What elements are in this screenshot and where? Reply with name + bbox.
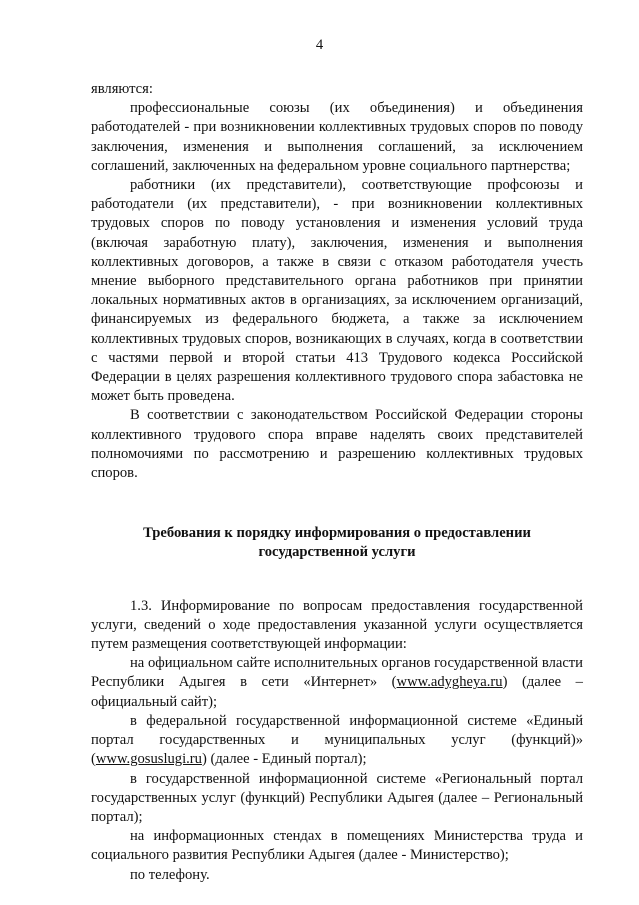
paragraph-regional-portal: в государственной информационной системе «Региональный портал государственных услуг (функций) Республики Адыгея (далее – Региональный портал); <box>91 770 583 825</box>
section-heading <box>91 524 583 562</box>
paragraph-intro: являются: <box>91 81 153 97</box>
unified-portal-text-after: ) (далее - Единый портал); <box>201 751 367 768</box>
paragraph-unified-portal <box>91 712 583 770</box>
official-site-text-after: ) (далее – официальный сайт); <box>91 674 583 710</box>
paragraph-official-site <box>91 654 583 712</box>
paragraph-1-3: 1.3. Информирование по вопросам предоставления государственной услуги, сведений о ходе предоставления указанной услуги осуществляется путем размещения соответствующей информации: <box>91 597 583 653</box>
official-site-link[interactable]: www.adygheya.ru <box>396 674 503 691</box>
document-body <box>91 80 583 885</box>
paragraph-trade-unions: профессиональные союзы (их объединения) и объединения работодателей - при возникновении коллективных трудовых споров по поводу заключения, изменения и выполнения соглашений, за исключением соглашений, заключенных на федеральном уровне социального партнерства; <box>91 100 583 174</box>
paragraph-info-stands: на информационных стендах в помещениях Министерства труда и социального развития Республики Адыгея (далее - Министерство); <box>91 828 583 864</box>
unified-portal-link[interactable]: www.gosuslugi.ru <box>95 751 202 768</box>
paragraph-workers: работники (их представители), соответствующие профсоюзы и работодатели (их представители), - при возникновении коллективных трудовых споров по поводу установления и изменения условий труда (включая заработную плату), заключения, изменения и выполнения коллективных договоров, а также в связи с отказом работодателя учесть мнение выборного представительного органа работников при принятии локальных нормативных актов в организациях, за исключением организаций, финансируемых из федерального бюджета, а также за исключением коллективных трудовых споров, возникающих в случаях, когда в соответствии с частями первой и второй статьи 413 Трудового кодекса Российской Федерации в целях разрешения коллективного трудового спора забастовка не может быть проведена. <box>91 177 583 405</box>
official-site-text-before: на официальном сайте исполнительных органов государственной власти Республики Адыгея в сети «Интернет» ( <box>91 655 583 691</box>
paragraph-phone: по телефону. <box>130 866 210 883</box>
paragraph-representatives: В соответствии с законодательством Российской Федерации стороны коллективного трудового спора вправе наделять своих представителей полномочиями по рассмотрению и разрешению коллективных трудовых споров. <box>91 407 583 482</box>
section-heading-line-1: Требования к порядку информирования о предоставлении <box>143 525 531 542</box>
page-number: 4 <box>315 37 324 53</box>
unified-portal-text-before: в федеральной государственной информационной системе «Единый портал государственных и муниципальных услуг (функций)» ( <box>91 712 583 768</box>
section-heading-line-2: государственной услуги <box>258 544 416 561</box>
